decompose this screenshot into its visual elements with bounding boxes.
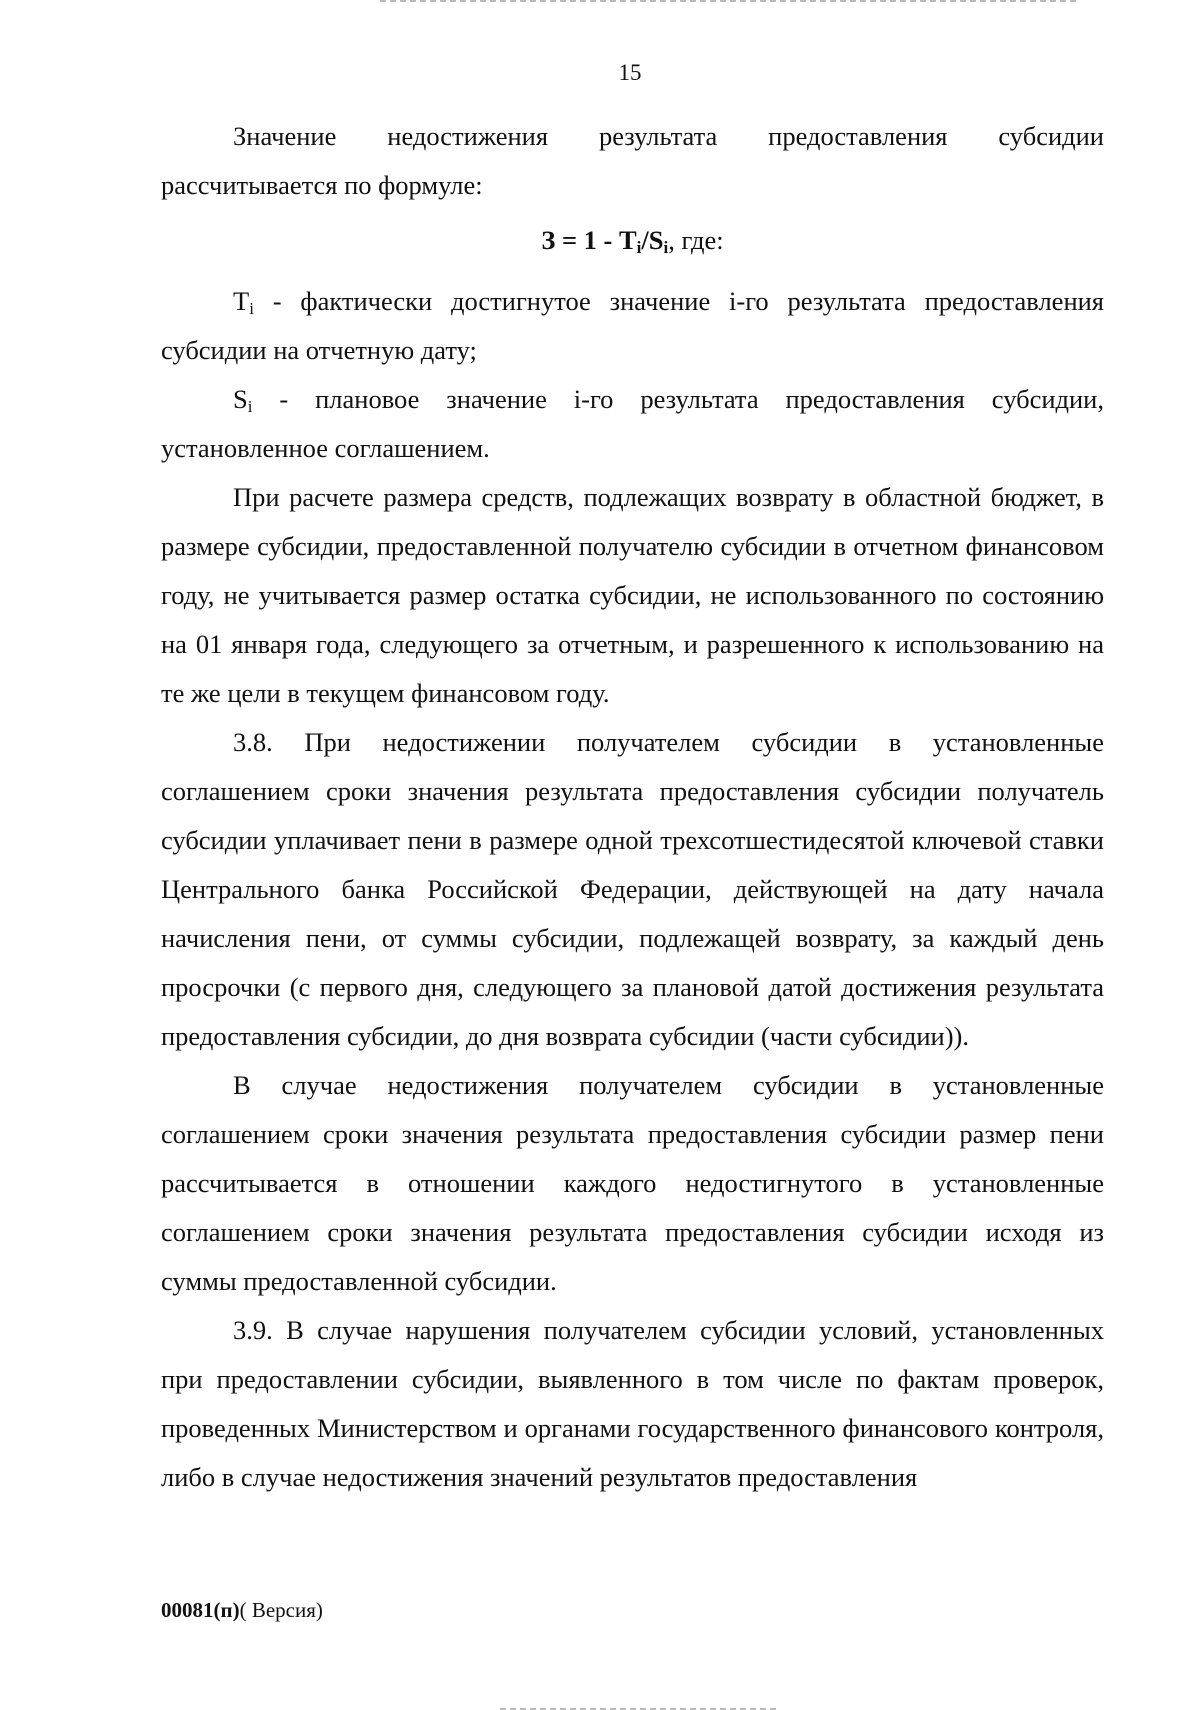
definition-t-symbol: T (233, 286, 250, 316)
paragraph-3-8: 3.8. При недостижении получателем субсидии в установленные соглашением сроки значения результата предоставления субсидии получатель субсидии уплачивает пени в размере одной трехсотшестидесятой ключевой ставки Центрального банка Российской Федерации, действующей на дату начала начисления пени, от суммы субсидии, подлежащей возврату, за каждый день просрочки (с первого дня, следующего за плановой датой достижения результата предоставления субсидии, до дня возврата субсидии (части субсидии)). (161, 727, 1104, 1051)
definition-t-text: - фактически достигнутое значение i-го результата предоставления субсидии на отчетную дату; (161, 286, 1104, 365)
page-number: 15 (618, 60, 642, 85)
formula-expression (541, 225, 668, 255)
formula-sub-2: i (663, 238, 669, 257)
definition-s-symbol: S (233, 384, 248, 414)
definition-t (161, 277, 1104, 375)
definition-s (161, 375, 1104, 473)
scan-top-edge (380, 0, 1080, 2)
footer-code: 00081(п) (161, 1598, 240, 1622)
formula-tail: , где: (668, 225, 724, 255)
definition-s-text: - плановое значение i-го результата предоставления субсидии, установленное соглашением. (161, 384, 1104, 463)
definition-t-sub: i (249, 299, 254, 318)
formula-mid: /S (641, 225, 664, 255)
paragraph-calculation: При расчете размера средств, подлежащих возврату в областной бюджет, в размере субсидии, предоставленной получателю субсидии в отчетном финансовом году, не учитывается размер остатка субсидии, не использованного по состоянию на 01 января года, следующего за отчетным, и разрешенного к использованию на те же цели в текущем финансовом году. (161, 482, 1104, 708)
footer-version: ( Версия) (239, 1598, 323, 1622)
formula-lhs: З = 1 - T (541, 225, 637, 255)
paragraph-penalty-calculation: В случае недостижения получателем субсидии в установленные соглашением сроки значения результата предоставления субсидии размер пени рассчитывается в отношении каждого недостигнутого в установленные соглашением сроки значения результата предоставления субсидии исходя из суммы предоставленной субсидии. (161, 1070, 1104, 1296)
formula (161, 210, 1104, 277)
paragraph-intro: Значение недостижения результата предоставления субсидии рассчитывается по формуле: (161, 121, 1104, 200)
document-footer (161, 1598, 323, 1623)
paragraph-3-9: 3.9. В случае нарушения получателем субсидии условий, установленных при предоставлении субсидии, выявленного в том числе по фактам проверок, проведенных Министерством и органами государственного финансового контроля, либо в случае недостижения значений результатов предоставления (161, 1315, 1104, 1492)
document-body (161, 112, 1104, 1502)
formula-sub-1: i (636, 238, 642, 257)
definition-s-sub: i (247, 397, 253, 416)
